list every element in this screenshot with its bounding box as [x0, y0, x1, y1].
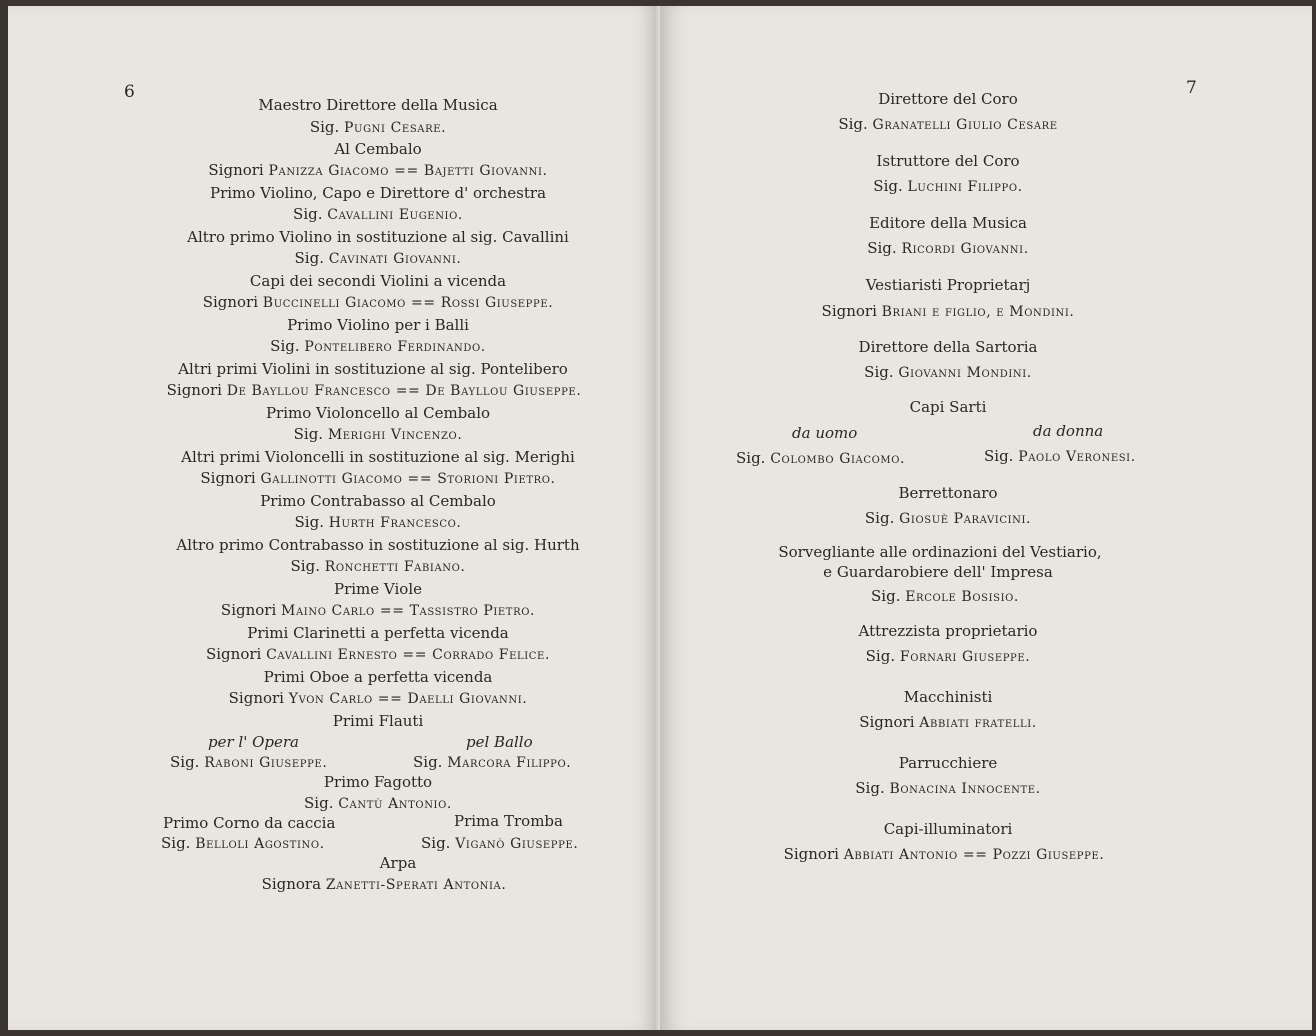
- italic-heading: da donna: [1033, 422, 1104, 440]
- left-line: [181, 448, 575, 467]
- right-section-title: [869, 214, 1027, 232]
- right-page: [660, 6, 1312, 1030]
- text-run: Sig.: [873, 177, 908, 195]
- section-title: Vestiaristi Proprietarj: [865, 276, 1031, 294]
- right-section-title: [859, 622, 1038, 640]
- right-section-title: [878, 90, 1018, 108]
- person-name: Zanetti-Sperati Antonia.: [325, 877, 507, 893]
- left-line: [310, 118, 446, 137]
- left-line: [206, 645, 550, 664]
- left-line: [210, 184, 546, 203]
- left-line: [167, 381, 582, 400]
- right-section-name: [855, 779, 1040, 798]
- line-text: Maestro Direttore della Musica: [258, 96, 498, 114]
- section-title: e Guardarobiere dell' Impresa: [823, 563, 1053, 581]
- left-line: [334, 140, 421, 159]
- left-line: [293, 205, 463, 224]
- text-run: Signori: [859, 713, 920, 731]
- flauti-ballo-name: [413, 753, 571, 772]
- line-text: Sig.: [294, 513, 329, 531]
- section-title: Istruttore del Coro: [876, 152, 1020, 170]
- fagotto-title: [324, 773, 432, 791]
- line-text: Sig.: [294, 249, 329, 267]
- left-line: [203, 293, 554, 312]
- left-line: [295, 249, 462, 268]
- person-name: Buccinelli Giacomo == Rossi Giuseppe.: [262, 295, 554, 311]
- text-run: Sig.: [864, 363, 899, 381]
- person-name: Ricordi Giovanni.: [901, 241, 1029, 257]
- flauti-opera-name: [170, 753, 327, 772]
- left-line: [176, 536, 579, 555]
- person-name: Maino Carlo == Tassistro Pietro.: [281, 603, 536, 619]
- fagotto-name: [304, 794, 452, 813]
- line-text: Primo Contrabasso al Cembalo: [260, 492, 496, 510]
- left-line: [221, 601, 535, 620]
- line-text: Signori: [228, 689, 289, 707]
- line-text: Prime Viole: [333, 580, 423, 598]
- line-text: Signori: [202, 293, 263, 311]
- text-run: Signora: [261, 875, 326, 893]
- right-section-title: [884, 820, 1013, 838]
- person-name: Gallinotti Giacomo == Storioni Pietro.: [260, 471, 556, 487]
- line-text: Sig.: [293, 425, 328, 443]
- line-text: Primo Violino, Capo e Direttore d' orchestra: [209, 184, 547, 202]
- line-text: Sig.: [290, 557, 325, 575]
- sarti-uomo-name: [736, 449, 905, 468]
- line-text: Signori: [200, 469, 261, 487]
- line-text: Signori: [220, 601, 282, 619]
- italic-heading: per l' Opera: [208, 733, 299, 751]
- left-line: [229, 689, 528, 708]
- tromba-name: [421, 834, 578, 853]
- person-name: Yvon Carlo == Daelli Giovanni.: [288, 691, 528, 707]
- person-name: Briani e figlio, e Mondini.: [881, 304, 1075, 320]
- person-name: Belloli Agostino.: [195, 836, 325, 852]
- line-text: Primi Flauti: [332, 712, 424, 730]
- right-section-name: [867, 239, 1029, 258]
- section-title: Primo Fagotto: [323, 773, 433, 791]
- text-run: Sig.: [838, 115, 873, 133]
- flauti-opera-label: [208, 733, 299, 751]
- left-line: [333, 712, 423, 731]
- left-line: [287, 316, 469, 335]
- text-run: Sig.: [413, 753, 448, 771]
- text-run: Sig.: [736, 449, 771, 467]
- corno-name: [161, 834, 325, 853]
- left-line: [247, 624, 509, 643]
- left-line: [266, 404, 490, 423]
- right-section-name: [822, 302, 1075, 321]
- section-title: Parrucchiere: [898, 754, 998, 772]
- text-run: Sig.: [421, 834, 456, 852]
- right-section-name: [784, 845, 1105, 864]
- right-section-name: [838, 115, 1057, 134]
- left-line: [200, 469, 555, 488]
- person-name: Abbiati fratelli.: [919, 715, 1037, 731]
- right-section-name: [873, 177, 1022, 196]
- italic-heading: pel Ballo: [466, 733, 533, 751]
- text-run: Sig.: [871, 587, 906, 605]
- sarti-donna-label: [1033, 422, 1103, 440]
- person-name: Raboni Giuseppe.: [204, 755, 328, 771]
- person-name: Ercole Bosisio.: [905, 589, 1019, 605]
- section-title: Prima Tromba: [454, 812, 563, 830]
- section-title: Sorvegliante alle ordinazioni del Vestiario,: [778, 543, 1102, 561]
- section-title: Macchinisti: [903, 688, 993, 706]
- person-name: Fornari Giuseppe.: [899, 649, 1031, 665]
- person-name: Merighi Vincenzo.: [327, 427, 463, 443]
- left-line: [178, 360, 568, 379]
- section-title: Primo Corno da caccia: [163, 814, 336, 832]
- left-line: [270, 337, 486, 356]
- line-text: Signori: [166, 381, 227, 399]
- left-line: [295, 513, 462, 532]
- person-name: Abbiati Antonio == Pozzi Giuseppe.: [843, 847, 1105, 863]
- sorvegliante-name: [871, 587, 1019, 606]
- arpa-name: [262, 875, 507, 894]
- italic-heading: da uomo: [792, 424, 858, 442]
- text-run: Sig.: [984, 447, 1019, 465]
- right-section-title: [866, 276, 1031, 294]
- person-name: De Bayllou Francesco == De Bayllou Giuseppe.: [226, 383, 582, 399]
- section-title: Direttore del Coro: [878, 90, 1018, 108]
- person-name: Cavallini Eugenio.: [327, 207, 463, 223]
- person-name: Luchini Filippo.: [907, 179, 1023, 195]
- left-line: [334, 580, 422, 599]
- section-title: Direttore della Sartoria: [858, 338, 1038, 356]
- right-section-title: [904, 688, 993, 706]
- page-number-left: 6: [124, 82, 135, 102]
- person-name: Bonacina Innocente.: [889, 781, 1041, 797]
- line-text: Al Cembalo: [334, 140, 422, 158]
- person-name: Viganò Giuseppe.: [455, 836, 579, 852]
- left-line: [294, 425, 463, 444]
- person-name: Cavinati Giovanni.: [328, 251, 462, 267]
- line-text: Signori: [205, 645, 267, 663]
- section-title: Editore della Musica: [869, 214, 1027, 232]
- sarti-uomo-label: [792, 424, 857, 442]
- person-name: Colombo Giacomo.: [770, 451, 906, 467]
- person-name: Pugni Cesare.: [344, 120, 447, 136]
- person-name: Pontelibero Ferdinando.: [304, 339, 486, 355]
- left-line: [264, 668, 493, 687]
- text-run: Sig.: [865, 647, 900, 665]
- line-text: Sig.: [309, 118, 345, 136]
- line-text: Primi Oboe a perfetta vicenda: [263, 668, 493, 686]
- text-run: Sig.: [161, 834, 196, 852]
- person-name: Cavallini Ernesto == Corrado Felice.: [266, 647, 551, 663]
- section-title: Arpa: [379, 854, 417, 872]
- right-section-title: [898, 484, 997, 502]
- corno-title: [163, 814, 335, 832]
- line-text: Altro primo Violino in sostituzione al sig. Cavallini: [187, 228, 569, 246]
- person-name: Panizza Giacomo == Bajetti Giovanni.: [268, 163, 548, 179]
- left-line: [250, 272, 506, 291]
- line-text: Primo Violino per i Balli: [287, 316, 469, 334]
- right-section-name: [859, 713, 1037, 732]
- line-text: Sig.: [270, 337, 305, 355]
- line-text: Altri primi Violoncelli in sostituzione al sig. Merighi: [181, 448, 575, 466]
- text-run: Signori: [783, 845, 844, 863]
- line-text: Altro primo Contrabasso in sostituzione al sig. Hurth: [176, 536, 580, 554]
- right-section-name: [864, 363, 1032, 382]
- left-line: [187, 228, 569, 247]
- right-section-name: [866, 647, 1031, 666]
- person-name: Granatelli Giulio Cesare: [872, 117, 1058, 133]
- text-run: Signori: [821, 302, 882, 320]
- line-text: Signori: [208, 161, 269, 179]
- section-title: Berrettonaro: [898, 484, 998, 502]
- right-section-title: [876, 152, 1019, 170]
- line-text: Primi Clarinetti a perfetta vicenda: [247, 624, 509, 642]
- text-run: Sig.: [304, 794, 339, 812]
- sorvegliante-title-2: [823, 563, 1053, 581]
- sarti-donna-name: [984, 447, 1136, 466]
- person-name: Marcora Filippo.: [447, 755, 572, 771]
- line-text: Sig.: [293, 205, 328, 223]
- text-run: Sig.: [864, 509, 900, 527]
- arpa-title: [380, 854, 417, 872]
- left-line: [260, 492, 496, 511]
- text-run: Sig.: [867, 239, 902, 257]
- flauti-ballo-label: [466, 733, 533, 751]
- section-title: Capi-illuminatori: [883, 820, 1013, 838]
- section-title: Attrezzista proprietario: [858, 622, 1038, 640]
- tromba-title: [454, 812, 563, 830]
- person-name: Giosuè Paravicini.: [899, 511, 1032, 527]
- left-line: [291, 557, 466, 576]
- right-section-name: [865, 509, 1031, 528]
- sarti-title: [910, 398, 987, 416]
- left-line: [258, 96, 497, 115]
- left-page: [8, 6, 660, 1030]
- text-run: Sig.: [170, 753, 205, 771]
- right-section-title: [859, 338, 1038, 356]
- person-name: Cantù Antonio.: [338, 796, 452, 812]
- line-text: Capi dei secondi Violini a vicenda: [249, 272, 507, 290]
- person-name: Hurth Francesco.: [328, 515, 462, 531]
- text-run: Sig.: [855, 779, 890, 797]
- person-name: Paolo Veronesi.: [1018, 449, 1136, 465]
- page-number-right: 7: [1186, 78, 1197, 98]
- sorvegliante-title-1: [778, 543, 1101, 561]
- person-name: Giovanni Mondini.: [898, 365, 1032, 381]
- line-text: Primo Violoncello al Cembalo: [265, 404, 491, 422]
- line-text: Altri primi Violini in sostituzione al sig. Pontelibero: [178, 360, 568, 378]
- right-section-title: [899, 754, 998, 772]
- section-title: Capi Sarti: [909, 398, 987, 416]
- person-name: Ronchetti Fabiano.: [324, 559, 466, 575]
- left-line: [208, 161, 547, 180]
